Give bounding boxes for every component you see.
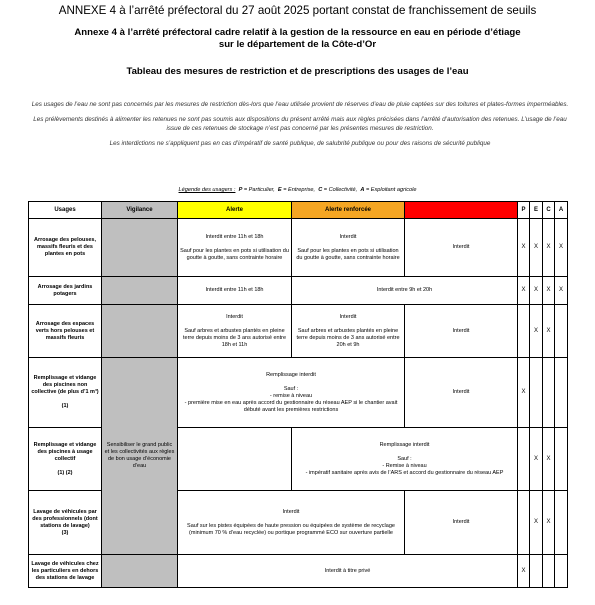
- alerte-merged-cell: [178, 358, 405, 428]
- alerte-exception: Sauf arbres et arbustes plantés en pleine terre depuis moins de 3 ans autorisé entre 18h et 11h: [182, 327, 287, 348]
- alerte-renforcee-crise-cell: Interdit entre 9h et 20h: [292, 277, 518, 305]
- user-c-mark: [543, 555, 555, 588]
- table-row: [29, 555, 568, 588]
- usage-cell: [29, 428, 102, 491]
- rule-exception: - remise à niveau: [269, 392, 313, 399]
- legend-key-e: E: [277, 187, 282, 193]
- crise-cell: Interdit: [405, 305, 518, 358]
- merged-rule-cell: Interdit à titre privé: [178, 555, 518, 588]
- restrictions-table: [28, 201, 568, 588]
- usage-note: (1): [61, 403, 69, 409]
- usage-cell: [29, 491, 102, 555]
- usage-label: Lavage de véhicules par des professionnels (dont stations de lavage): [32, 508, 98, 529]
- usage-cell: Arrosage des espaces verts hors pelouses et massifs fleuris: [29, 305, 102, 358]
- usage-cell: Lavage de véhicules chez les particuliers en dehors des stations de lavage: [29, 555, 102, 588]
- header-vigilance: Vigilance: [102, 202, 178, 219]
- header-usages: Usages: [29, 202, 102, 219]
- header-alerte: Alerte: [178, 202, 292, 219]
- user-e-mark: [530, 555, 543, 588]
- legend-label-a: = Exploitant agricole: [365, 187, 417, 193]
- crise-cell: Interdit: [405, 219, 518, 277]
- vigilance-cell: [102, 305, 178, 358]
- rule-sauf: Sauf :: [283, 385, 299, 392]
- alerte-cell: [178, 219, 292, 277]
- alerte-cell: [178, 428, 292, 491]
- rule-title: Remplissage interdit: [266, 371, 316, 378]
- alerte-renforcee-cell: [292, 219, 405, 277]
- alerte-renforcee-rule: Interdit: [339, 313, 357, 320]
- alerte-renforcee-crise-cell: [292, 428, 518, 491]
- rule-title: Remplissage interdit: [379, 441, 430, 448]
- usage-label: Remplissage et vidange des piscines non collective (de plus d’1 m³): [31, 375, 99, 395]
- vigilance-cell: [102, 555, 178, 588]
- usage-cell: Arrosage des jardins potagers: [29, 277, 102, 305]
- alerte-exception: Sauf pour les plantes en pots si utilisation du goutte à goutte, sans contrainte horaire: [180, 247, 289, 261]
- vigilance-cell: [102, 219, 178, 277]
- legend-label-c: = Collectivité,: [323, 187, 358, 193]
- header-crise: Crise: [405, 202, 518, 219]
- user-p-mark: X: [518, 555, 530, 588]
- legend-key-a: A: [360, 187, 365, 193]
- user-p-mark: [518, 491, 530, 555]
- user-e-mark: X: [530, 219, 543, 277]
- header-c: C: [543, 202, 555, 219]
- document-title-line-2: sur le département de la Côte-d’Or: [218, 39, 377, 50]
- alerte-renforcee-rule: Interdit: [339, 233, 357, 240]
- alerte-renforcee-exception: Sauf pour les plantes en pots si utilisation du goutte à goutte, sans contrainte horaire: [296, 247, 400, 261]
- legend-label-p: = Particulier,: [243, 187, 275, 193]
- user-a-mark: [555, 358, 568, 428]
- header-e: E: [530, 202, 543, 219]
- alerte-renforcee-cell: [292, 305, 405, 358]
- header-a: A: [555, 202, 568, 219]
- user-p-mark: X: [518, 277, 530, 305]
- user-e-mark: X: [530, 428, 543, 491]
- user-e-mark: [530, 358, 543, 428]
- usage-label: Remplissage et vidange des piscines à usage collectif: [33, 441, 97, 462]
- user-c-mark: X: [543, 305, 555, 358]
- intro-note: Les usages de l’eau ne sont pas concernés par les mesures de restriction dès-lors que l’eau utilisée provient de réserves d’eau de pluie captées sur des toitures et plates-formes imperméables.: [31, 101, 569, 108]
- usage-note: (1) (2): [57, 469, 73, 476]
- user-p-mark: [518, 305, 530, 358]
- user-c-mark: [543, 358, 555, 428]
- annex-reference: ANNEXE 4 à l’arrêté préfectoral du 27 août 2025 portant constat de franchissement de seuils: [58, 4, 537, 17]
- vigilance-cell: Sensibiliser le grand public et les collectivités aux règles de bon usage d’économie d’eau: [102, 358, 178, 555]
- user-a-mark: [555, 305, 568, 358]
- table-row: [29, 305, 568, 358]
- table-row: [29, 219, 568, 277]
- user-a-mark: X: [555, 219, 568, 277]
- users-legend: [0, 187, 595, 193]
- alerte-cell: [178, 305, 292, 358]
- usage-cell: [29, 358, 102, 428]
- user-c-mark: X: [543, 491, 555, 555]
- user-p-mark: X: [518, 219, 530, 277]
- user-e-mark: X: [530, 277, 543, 305]
- legend-key-c: C: [318, 187, 323, 193]
- alerte-rule: Interdit: [226, 313, 243, 320]
- user-a-mark: X: [555, 277, 568, 305]
- table-row: [29, 277, 568, 305]
- table-header-row: [29, 202, 568, 219]
- vigilance-cell: [102, 277, 178, 305]
- rule-exception: Sauf sur les pistes équipées de haute pression ou équipées de système de recyclage (minimum 70 % d’eau recyclée) ou portique programmé ECO sur ouverture partielle: [187, 522, 395, 536]
- header-p: P: [518, 202, 530, 219]
- alerte-renforcee-exception: Sauf arbres et arbustes plantés en pleine terre depuis moins de 3 ans autorisé entre 20h et 9h: [296, 327, 400, 348]
- user-a-mark: [555, 491, 568, 555]
- usage-note: (3): [61, 529, 69, 536]
- alerte-cell: Interdit entre 11h et 18h: [178, 277, 292, 305]
- alerte-rule: Interdit entre 11h et 18h: [205, 233, 264, 240]
- rule-exception: - Remise à niveau: [382, 462, 427, 469]
- legend-title: Légende des usagers :: [178, 187, 236, 193]
- user-e-mark: X: [530, 491, 543, 555]
- user-a-mark: [555, 555, 568, 588]
- alerte-merged-cell: [178, 491, 405, 555]
- rule-exception: - première mise en eau après accord du gestionnaire du réseau AEP si le chantier avait débuté avant les premières restrictions: [184, 399, 398, 413]
- intro-note: Les prélèvements destinés à alimenter les retenues ne sont pas soumis aux dispositions du présent arrêté mais aux règles précisées dans l’arrêté d’autorisation des retenues. L’usage de l’eau issue de ces retenues de stockage n’est pas concerné par les présentes mesures de restriction.: [33, 116, 567, 132]
- rule-sauf: Sauf :: [397, 455, 412, 462]
- header-alerte-renforcee: Alerte renforcée: [292, 202, 405, 219]
- table-row: [29, 358, 568, 428]
- legend-key-p: P: [238, 187, 243, 193]
- crise-cell: Interdit: [405, 358, 518, 428]
- user-p-mark: [518, 428, 530, 491]
- document-title-line-1: Annexe 4 à l’arrêté préfectoral cadre relatif à la gestion de la ressource en eau en période d’étiage: [74, 27, 521, 38]
- rule-title: Interdit: [282, 508, 300, 515]
- user-e-mark: X: [530, 305, 543, 358]
- user-c-mark: X: [543, 428, 555, 491]
- usage-cell: Arrosage des pelouses, massifs fleuris et des plantes en pots: [29, 219, 102, 277]
- crise-cell: Interdit: [405, 491, 518, 555]
- user-a-mark: [555, 428, 568, 491]
- document-title: [10, 27, 585, 51]
- rule-exception: - impératif sanitaire après avis de l’ARS et accord du gestionnaire du réseau AEP: [305, 469, 504, 476]
- legend-label-e: = Entreprise,: [283, 187, 316, 193]
- user-c-mark: X: [543, 277, 555, 305]
- intro-note: Les interdictions ne s’appliquent pas en cas d’impératif de santé publique, de salubrité publique ou pour des raisons de sécurité publique: [109, 140, 491, 147]
- intro-notes: [30, 100, 570, 154]
- table-title: Tableau des mesures de restriction et de prescriptions des usages de l’eau: [126, 66, 469, 77]
- user-p-mark: X: [518, 358, 530, 428]
- user-c-mark: X: [543, 219, 555, 277]
